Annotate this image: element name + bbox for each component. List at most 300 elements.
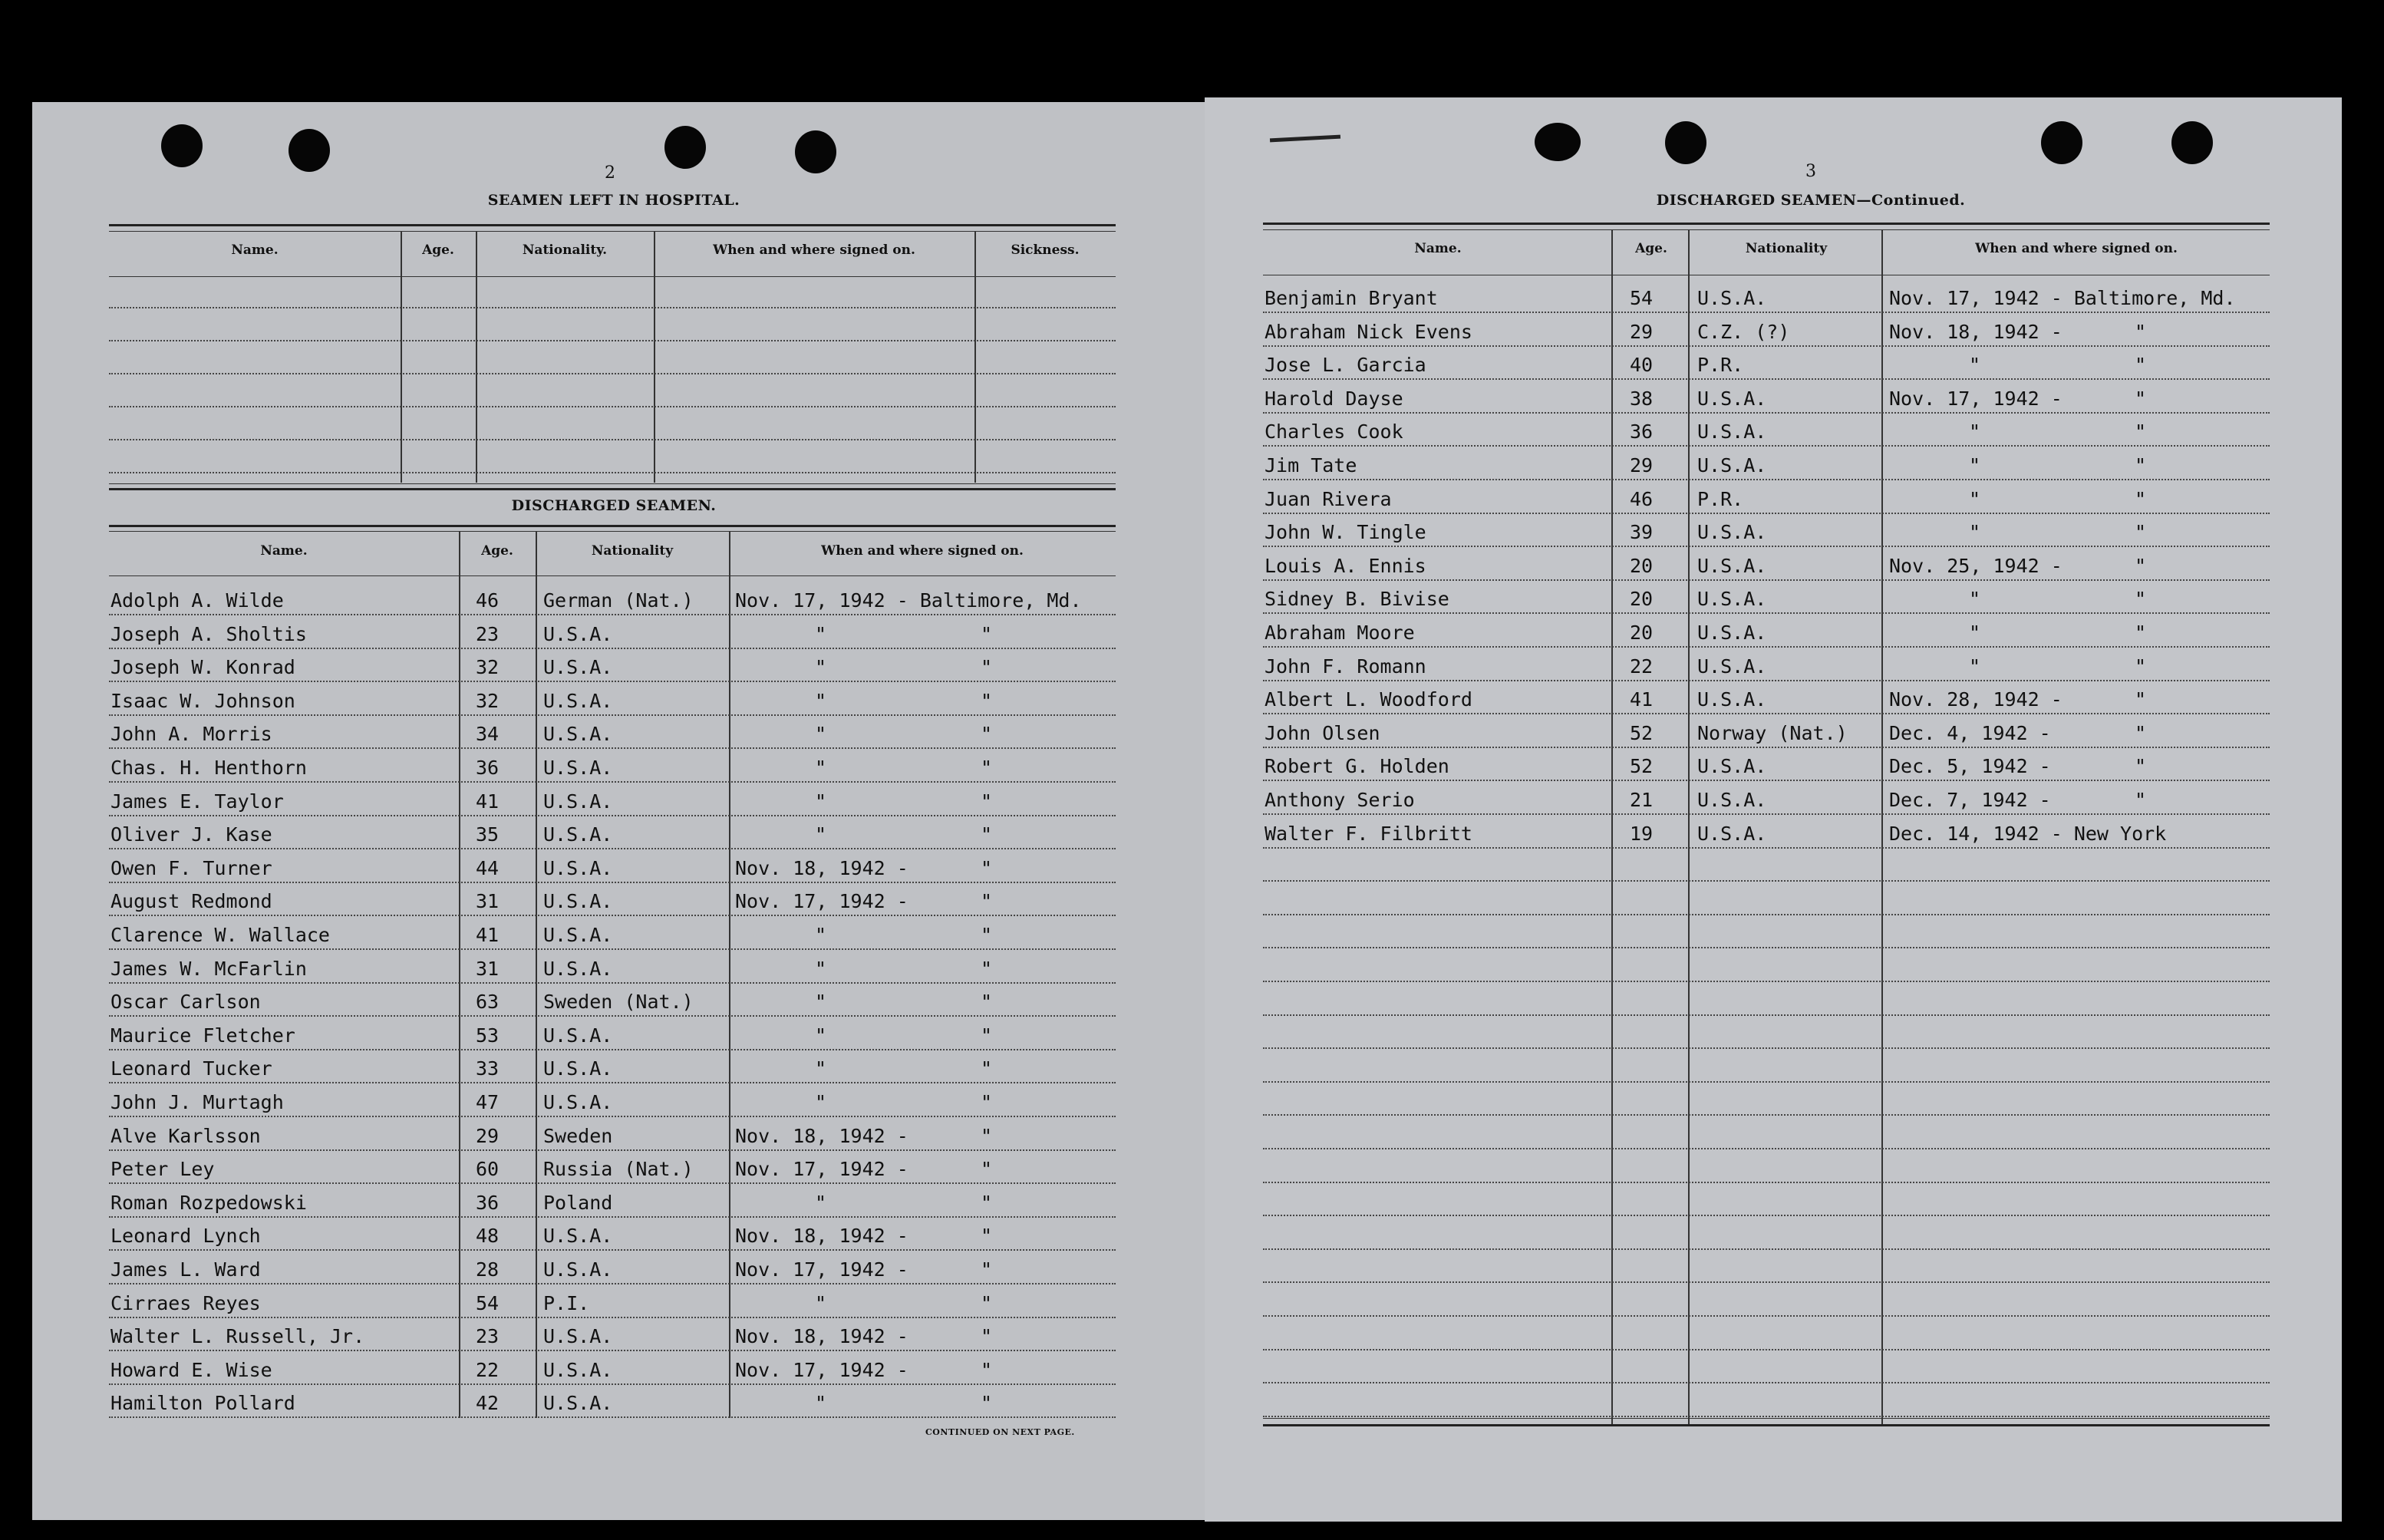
signed-on-date: Dec. 14, 1942 - New York: [1889, 822, 2167, 845]
signed-on-place: ": [2135, 554, 2147, 577]
table-rule: [109, 575, 1116, 576]
signed-on-place: ": [981, 991, 993, 1014]
seaman-name: Anthony Serio: [1265, 789, 1415, 811]
table-row: [1263, 479, 2270, 480]
seaman-nationality: U.S.A.: [543, 1091, 613, 1113]
signed-on-place: ": [2135, 521, 2147, 544]
signed-on-date: ": [815, 924, 827, 946]
table-row: [109, 1317, 1116, 1318]
signed-on-date: Nov. 18, 1942 -: [1889, 320, 2063, 343]
seaman-name: Abraham Moore: [1265, 622, 1415, 644]
table-row: [109, 1116, 1116, 1117]
seaman-age: 29: [476, 1124, 500, 1147]
seaman-age: 23: [476, 1325, 500, 1348]
seaman-nationality: U.S.A.: [1697, 822, 1767, 845]
seaman-name: Albert L. Woodford: [1265, 688, 1472, 711]
seaman-age: 48: [476, 1225, 500, 1248]
column-header: When and where signed on.: [713, 242, 915, 258]
seaman-name: Jose L. Garcia: [1265, 354, 1426, 377]
seaman-nationality: U.S.A.: [543, 890, 613, 913]
seaman-nationality: U.S.A.: [1697, 622, 1767, 644]
seaman-name: James W. McFarlin: [110, 957, 307, 980]
table-row: [109, 1182, 1116, 1184]
seaman-age: 35: [476, 823, 500, 846]
table-row: [1263, 1182, 2270, 1183]
table-row: [1263, 1382, 2270, 1383]
table-row: [1263, 947, 2270, 948]
seaman-name: Oscar Carlson: [110, 991, 261, 1014]
signed-on-place: ": [981, 823, 993, 846]
signed-on-date: ": [1969, 521, 1981, 544]
column-divider: [1881, 229, 1883, 1426]
seaman-name: John Olsen: [1265, 721, 1380, 744]
seaman-age: 38: [1630, 387, 1654, 410]
signed-on-place: ": [2135, 688, 2147, 711]
seaman-nationality: U.S.A.: [1697, 554, 1767, 577]
signed-on-date: ": [815, 1091, 827, 1113]
page-number: 3: [1805, 162, 1816, 181]
seaman-nationality: U.S.A.: [543, 823, 613, 846]
table-row: [109, 614, 1116, 615]
signed-on-date: Nov. 18, 1942 -: [735, 856, 908, 879]
signed-on-date: ": [815, 790, 827, 813]
signed-on-place: ": [981, 1091, 993, 1113]
seaman-nationality: Poland: [543, 1191, 613, 1214]
table-row: [109, 307, 1116, 308]
seaman-age: 46: [1630, 487, 1654, 510]
table-row: [1263, 780, 2270, 781]
signed-on-place: ": [981, 1325, 993, 1348]
punch-hole: [1535, 123, 1581, 161]
signed-on-date: Nov. 17, 1942 -: [1889, 387, 2063, 410]
seaman-age: 36: [476, 757, 500, 779]
seaman-name: John W. Tingle: [1265, 521, 1426, 544]
seaman-age: 52: [1630, 721, 1654, 744]
table-row: [109, 439, 1116, 440]
table-row: [1263, 1047, 2270, 1049]
signed-on-date: Nov. 18, 1942 -: [735, 1124, 908, 1147]
seaman-age: 47: [476, 1091, 500, 1113]
seaman-age: 34: [476, 723, 500, 746]
seaman-name: Walter F. Filbritt: [1265, 822, 1472, 845]
column-header: Name.: [1414, 241, 1462, 256]
seaman-name: Abraham Nick Evens: [1265, 320, 1472, 343]
table-row: [1263, 981, 2270, 982]
table-row: [109, 1216, 1116, 1218]
table-rule: [109, 276, 1116, 277]
seaman-nationality: U.S.A.: [1697, 287, 1767, 309]
table-row: [1263, 445, 2270, 447]
seaman-nationality: U.S.A.: [543, 1325, 613, 1348]
signed-on-date: Nov. 17, 1942 -: [735, 1158, 908, 1181]
seaman-name: Adolph A. Wilde: [110, 589, 284, 612]
signed-on-place: ": [2135, 655, 2147, 678]
column-divider: [401, 231, 402, 483]
seaman-nationality: U.S.A.: [543, 1057, 613, 1080]
seaman-nationality: U.S.A.: [543, 757, 613, 779]
punch-hole: [1665, 121, 1706, 164]
table-row: [1263, 1315, 2270, 1317]
signed-on-place: ": [2135, 454, 2147, 477]
signed-on-date: ": [1969, 622, 1981, 644]
seaman-nationality: P.R.: [1697, 487, 1744, 510]
table-row: [1263, 713, 2270, 714]
seaman-age: 21: [1630, 789, 1654, 811]
table-rule: [1263, 223, 2270, 225]
seaman-age: 23: [476, 622, 500, 645]
seaman-name: Chas. H. Henthorn: [110, 757, 307, 779]
seaman-name: Peter Ley: [110, 1158, 215, 1181]
seaman-age: 44: [476, 856, 500, 879]
signed-on-date: Nov. 18, 1942 -: [735, 1225, 908, 1248]
seaman-name: Owen F. Turner: [110, 856, 272, 879]
signed-on-date: Nov. 17, 1942 -: [735, 890, 908, 913]
seaman-name: John A. Morris: [110, 723, 272, 746]
table-row: [109, 848, 1116, 849]
seaman-name: Leonard Lynch: [110, 1225, 261, 1248]
signed-on-date: Nov. 18, 1942 -: [735, 1325, 908, 1348]
seaman-age: 20: [1630, 588, 1654, 611]
table-row: [109, 1249, 1116, 1251]
table-rule: [109, 224, 1116, 226]
signed-on-place: ": [981, 757, 993, 779]
seaman-nationality: U.S.A.: [1697, 789, 1767, 811]
seaman-nationality: U.S.A.: [543, 1225, 613, 1248]
seaman-nationality: U.S.A.: [1697, 588, 1767, 611]
signed-on-date: ": [1969, 420, 1981, 444]
column-header: Nationality.: [522, 242, 608, 258]
seaman-age: 29: [1630, 320, 1654, 343]
table-row: [1263, 914, 2270, 915]
table-row: [1263, 1248, 2270, 1250]
table-row: [109, 373, 1116, 374]
signed-on-date: ": [815, 1024, 827, 1047]
seaman-nationality: U.S.A.: [543, 1024, 613, 1047]
signed-on-date: ": [815, 622, 827, 645]
signed-on-place: ": [2135, 354, 2147, 377]
seaman-name: John F. Romann: [1265, 655, 1426, 678]
table-row: [109, 472, 1116, 473]
seaman-name: Charles Cook: [1265, 420, 1403, 444]
seaman-age: 32: [476, 656, 500, 679]
seaman-nationality: U.S.A.: [543, 689, 613, 712]
column-header: Age.: [1635, 241, 1667, 256]
column-divider: [974, 231, 976, 483]
signed-on-place: ": [2135, 387, 2147, 410]
seaman-nationality: U.S.A.: [1697, 655, 1767, 678]
signed-on-date: ": [815, 823, 827, 846]
table-row: [1263, 546, 2270, 547]
punch-hole: [664, 126, 706, 169]
seaman-age: 19: [1630, 822, 1654, 845]
table-row: [1263, 378, 2270, 380]
seaman-nationality: U.S.A.: [543, 723, 613, 746]
seaman-name: Robert G. Holden: [1265, 755, 1449, 778]
table-row: [1263, 1114, 2270, 1116]
seaman-nationality: U.S.A.: [543, 1358, 613, 1381]
punch-hole: [161, 124, 203, 167]
column-divider: [536, 531, 537, 1418]
table-row: [1263, 1416, 2270, 1417]
seaman-name: Cirraes Reyes: [110, 1291, 261, 1314]
table-row: [109, 1049, 1116, 1050]
table-row: [109, 1082, 1116, 1083]
table-row: [109, 714, 1116, 716]
seaman-age: 53: [476, 1024, 500, 1047]
seaman-nationality: U.S.A.: [543, 790, 613, 813]
seaman-age: 22: [476, 1358, 500, 1381]
seaman-nationality: U.S.A.: [1697, 755, 1767, 778]
signed-on-place: ": [981, 1392, 993, 1415]
signed-on-place: ": [981, 790, 993, 813]
signed-on-place: ": [2135, 622, 2147, 644]
column-header: When and where signed on.: [821, 543, 1024, 559]
table-rule: [109, 483, 1116, 484]
signed-on-place: ": [981, 924, 993, 946]
table-row: [1263, 747, 2270, 748]
seaman-name: John J. Murtagh: [110, 1091, 284, 1113]
signed-on-place: ": [2135, 755, 2147, 778]
table-row: [1263, 1349, 2270, 1350]
table-rule: [1263, 1424, 2270, 1426]
page-number: 2: [605, 163, 615, 183]
seaman-nationality: U.S.A.: [543, 1392, 613, 1415]
table-row: [109, 1015, 1116, 1017]
signed-on-place: ": [2135, 487, 2147, 510]
seaman-name: Clarence W. Wallace: [110, 924, 330, 946]
seaman-age: 22: [1630, 655, 1654, 678]
signed-on-place: ": [981, 856, 993, 879]
punch-hole: [795, 130, 836, 173]
seaman-nationality: U.S.A.: [543, 656, 613, 679]
seaman-age: 41: [1630, 688, 1654, 711]
signed-on-place: ": [2135, 420, 2147, 444]
signed-on-place: ": [981, 1158, 993, 1181]
column-header: Name.: [260, 543, 308, 559]
seaman-age: 63: [476, 991, 500, 1014]
table-rule: [109, 231, 1116, 232]
seaman-name: Roman Rozpedowski: [110, 1191, 307, 1214]
table-row: [1263, 1081, 2270, 1083]
column-divider: [1611, 229, 1613, 1426]
signed-on-date: Dec. 5, 1942 -: [1889, 755, 2051, 778]
signed-on-date: Dec. 7, 1942 -: [1889, 789, 2051, 811]
signed-on-date: ": [815, 1291, 827, 1314]
seaman-age: 29: [1630, 454, 1654, 477]
signed-on-place: ": [2135, 721, 2147, 744]
seaman-age: 36: [476, 1191, 500, 1214]
seaman-age: 40: [1630, 354, 1654, 377]
table-row: [1263, 1148, 2270, 1149]
signed-on-date: ": [815, 723, 827, 746]
seaman-nationality: U.S.A.: [1697, 454, 1767, 477]
table-row: [1263, 1215, 2270, 1216]
column-header: Name.: [231, 242, 279, 258]
table-row: [1263, 612, 2270, 614]
seaman-nationality: C.Z. (?): [1697, 320, 1790, 343]
table-row: [1263, 412, 2270, 414]
seaman-age: 33: [476, 1057, 500, 1080]
signed-on-date: Nov. 17, 1942 -: [735, 1258, 908, 1281]
table-row: [1263, 1014, 2270, 1016]
column-divider: [654, 231, 655, 483]
table-rule: [1263, 1418, 2270, 1419]
signed-on-date: ": [1969, 588, 1981, 611]
seaman-name: August Redmond: [110, 890, 272, 913]
seaman-name: Juan Rivera: [1265, 487, 1392, 510]
table-row: [109, 1149, 1116, 1151]
table-row: [109, 815, 1116, 816]
signed-on-date: ": [815, 689, 827, 712]
seaman-age: 41: [476, 924, 500, 946]
table-row: [109, 340, 1116, 341]
seaman-nationality: German (Nat.): [543, 589, 694, 612]
table-row: [109, 915, 1116, 916]
seaman-name: Oliver J. Kase: [110, 823, 272, 846]
signed-on-place: ": [981, 622, 993, 645]
seaman-name: Hamilton Pollard: [110, 1392, 295, 1415]
seaman-age: 54: [1630, 287, 1654, 309]
signed-on-place: ": [981, 689, 993, 712]
signed-on-date: ": [815, 1392, 827, 1415]
table-row: [1263, 579, 2270, 581]
seaman-nationality: U.S.A.: [543, 856, 613, 879]
signed-on-place: ": [981, 957, 993, 980]
column-header: Sickness.: [1011, 242, 1080, 258]
seaman-age: 31: [476, 957, 500, 980]
signed-on-place: ": [981, 1191, 993, 1214]
signed-on-date: ": [1969, 454, 1981, 477]
column-divider: [1688, 229, 1690, 1426]
seaman-age: 36: [1630, 420, 1654, 444]
column-divider: [476, 231, 477, 483]
seaman-nationality: P.I.: [543, 1291, 590, 1314]
table-row: [1263, 646, 2270, 648]
table-row: [1263, 345, 2270, 347]
signed-on-place: ": [981, 1358, 993, 1381]
punch-hole: [289, 129, 330, 172]
seaman-age: 52: [1630, 755, 1654, 778]
seaman-age: 60: [476, 1158, 500, 1181]
seaman-name: Louis A. Ennis: [1265, 554, 1426, 577]
column-header: Nationality: [1745, 241, 1828, 256]
seaman-name: Leonard Tucker: [110, 1057, 272, 1080]
signed-on-date: Nov. 28, 1942 -: [1889, 688, 2063, 711]
signed-on-date: Nov. 17, 1942 - Baltimore, Md.: [1889, 287, 2236, 309]
table-row: [109, 1350, 1116, 1351]
table-row: [1263, 680, 2270, 681]
table-row: [109, 781, 1116, 783]
seaman-age: 20: [1630, 554, 1654, 577]
table-row: [1263, 513, 2270, 514]
signed-on-date: ": [1969, 354, 1981, 377]
seaman-age: 20: [1630, 622, 1654, 644]
signed-on-place: ": [2135, 588, 2147, 611]
table-row: [109, 882, 1116, 883]
seaman-nationality: U.S.A.: [543, 957, 613, 980]
seaman-age: 54: [476, 1291, 500, 1314]
table-row: [109, 1416, 1116, 1418]
signed-on-place: ": [981, 1291, 993, 1314]
punch-hole: [2041, 121, 2082, 164]
signed-on-place: ": [2135, 789, 2147, 811]
table-row: [109, 648, 1116, 649]
column-header: Age.: [481, 543, 513, 559]
signed-on-place: ": [2135, 320, 2147, 343]
seaman-age: 39: [1630, 521, 1654, 544]
signed-on-date: Nov. 17, 1942 -: [735, 1358, 908, 1381]
seaman-nationality: P.R.: [1697, 354, 1744, 377]
seaman-nationality: U.S.A.: [1697, 387, 1767, 410]
seaman-nationality: U.S.A.: [543, 924, 613, 946]
table-row: [109, 982, 1116, 984]
seaman-name: James E. Taylor: [110, 790, 284, 813]
seaman-nationality: U.S.A.: [543, 1258, 613, 1281]
signed-on-date: ": [815, 1191, 827, 1214]
seaman-name: James L. Ward: [110, 1258, 261, 1281]
signed-on-date: ": [815, 957, 827, 980]
seaman-nationality: Sweden (Nat.): [543, 991, 694, 1014]
discharged-continued-title: DISCHARGED SEAMEN—Continued.: [1656, 192, 1966, 209]
signed-on-date: ": [815, 656, 827, 679]
signed-on-place: ": [981, 1225, 993, 1248]
table-rule: [109, 525, 1116, 527]
table-row: [109, 948, 1116, 950]
hospital-section-title: SEAMEN LEFT IN HOSPITAL.: [487, 192, 740, 209]
signed-on-place: ": [981, 656, 993, 679]
seaman-nationality: U.S.A.: [1697, 420, 1767, 444]
table-rule: [109, 488, 1116, 490]
column-header: Age.: [422, 242, 454, 258]
table-row: [109, 747, 1116, 749]
table-rule: [1263, 229, 2270, 230]
signed-on-date: Nov. 17, 1942 - Baltimore, Md.: [735, 589, 1082, 612]
seaman-name: Maurice Fletcher: [110, 1024, 295, 1047]
signed-on-date: ": [815, 1057, 827, 1080]
signed-on-date: ": [1969, 655, 1981, 678]
column-header: When and where signed on.: [1975, 241, 2178, 256]
seaman-nationality: U.S.A.: [543, 622, 613, 645]
signed-on-place: ": [981, 1258, 993, 1281]
seaman-age: 41: [476, 790, 500, 813]
seaman-age: 28: [476, 1258, 500, 1281]
seaman-name: Jim Tate: [1265, 454, 1357, 477]
seaman-name: Alve Karlsson: [110, 1124, 261, 1147]
signed-on-date: ": [815, 991, 827, 1014]
signed-on-date: Nov. 25, 1942 -: [1889, 554, 2063, 577]
table-row: [1263, 847, 2270, 849]
signed-on-date: Dec. 4, 1942 -: [1889, 721, 2051, 744]
seaman-nationality: Russia (Nat.): [543, 1158, 694, 1181]
discharged-section-title: DISCHARGED SEAMEN.: [511, 497, 717, 514]
signed-on-date: ": [815, 757, 827, 779]
seaman-name: Sidney B. Bivise: [1265, 588, 1449, 611]
signed-on-place: ": [981, 890, 993, 913]
table-row: [1263, 880, 2270, 882]
table-row: [109, 1383, 1116, 1385]
seaman-name: Joseph W. Konrad: [110, 656, 295, 679]
seaman-nationality: U.S.A.: [1697, 521, 1767, 544]
punch-hole: [2171, 121, 2213, 164]
signed-on-place: ": [981, 723, 993, 746]
seaman-name: Joseph A. Sholtis: [110, 622, 307, 645]
table-row: [1263, 312, 2270, 313]
seaman-nationality: Norway (Nat.): [1697, 721, 1848, 744]
seaman-name: Harold Dayse: [1265, 387, 1403, 410]
seaman-name: Isaac W. Johnson: [110, 689, 295, 712]
seaman-nationality: Sweden: [543, 1124, 613, 1147]
column-divider: [729, 531, 730, 1418]
